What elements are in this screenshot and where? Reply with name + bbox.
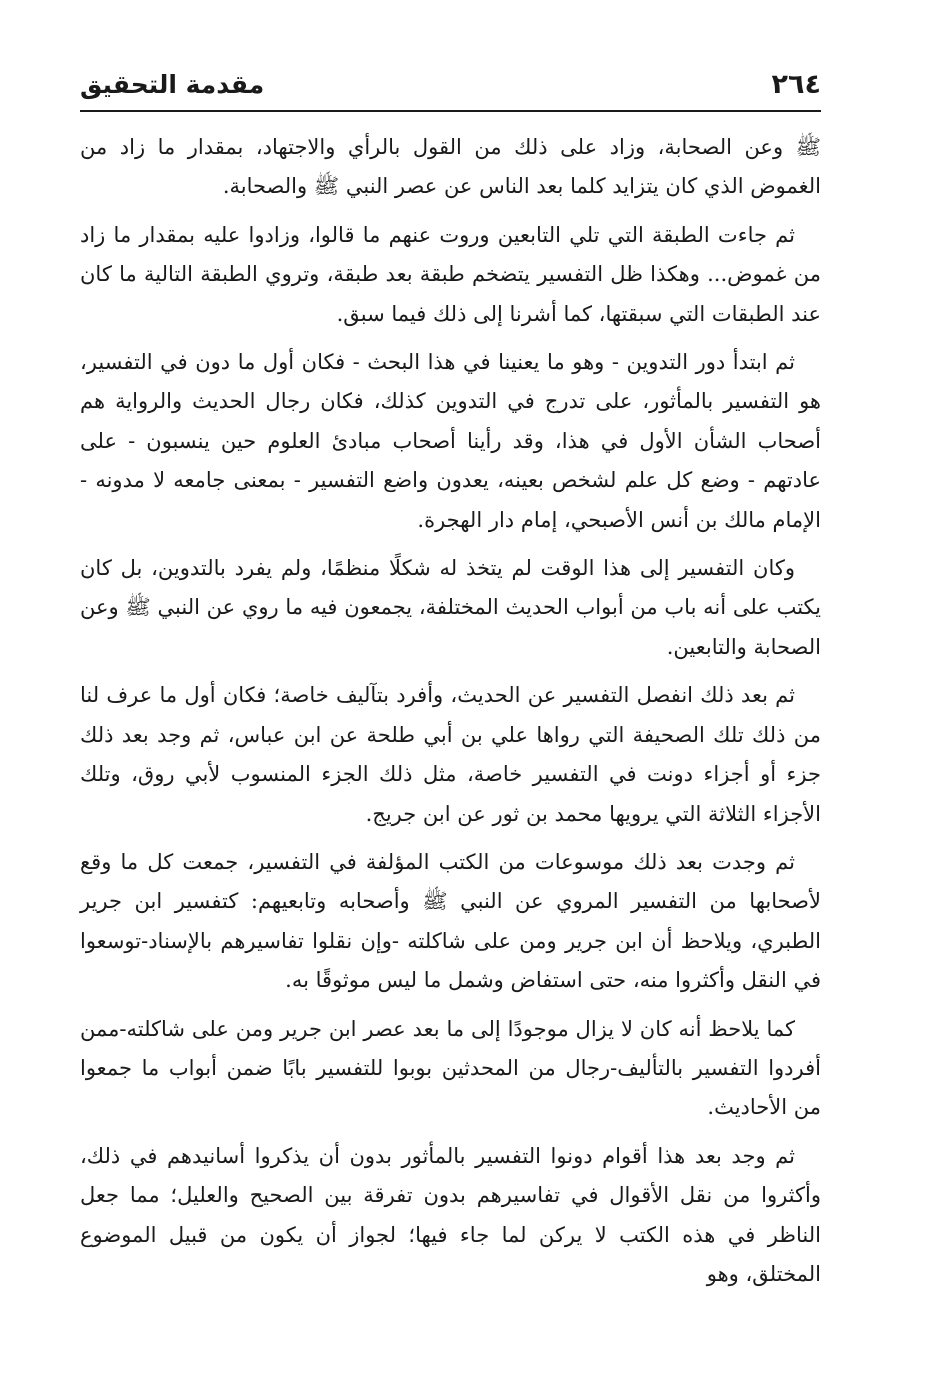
page-header [80,68,821,108]
paragraph-6: ثم وجدت بعد ذلك موسوعات من الكتب المؤلفة في التفسير، جمعت كل ما وقع لأصحابها من التفسير المروي عن النبي ﷺ وأصحابه وتابعيهم: كتفسير ابن جرير الطبري، ويلاحظ أن ابن جرير ومن على شاكلته -وإن نقلوا تفاسيرهم بالإسناد-توسعوا في النقل وأكثروا منه، حتى استفاض وشمل ما ليس موثوقًا به. [80,849,821,993]
paragraph-5: ثم بعد ذلك انفصل التفسير عن الحديث، وأفرد بتآليف خاصة؛ فكان أول ما عرف لنا من ذلك تلك الصحيفة التي رواها علي بن أبي طلحة عن ابن عباس، ثم وجد بعد ذلك جزء أو أجزاء دونت في التفسير خاصة، مثل ذلك الجزء المنسوب لأبي روق، وتلك الأجزاء الثلاثة التي يرويها محمد بن ثور عن ابن جريج. [80,683,821,826]
header-divider [80,110,821,112]
paragraph-7: كما يلاحظ أنه كان لا يزال موجودًا إلى ما بعد عصر ابن جرير ومن على شاكلته-ممن أفردوا التفسير بالتأليف-رجال من المحدثين بوبوا للتفسير بابًا ضمن أبواب ما جمعوا من الأحاديث. [80,1016,821,1120]
paragraph-2: ثم جاءت الطبقة التي تلي التابعين وروت عنهم ما قالوا، وزادوا عليه بمقدار ما زاد من غموض... وهكذا ظل التفسير يتضخم طبقة بعد طبقة، وتروي الطبقة التالية ما كان عند الطبقات التي سبقتها، كما أشرنا إلى ذلك فيما سبق. [80,222,822,326]
paragraph-4: وكان التفسير إلى هذا الوقت لم يتخذ له شكلًا منظمًا، ولم يفرد بالتدوين، بل كان يكتب على أنه باب من أبواب الحديث المختلفة، يجمعون فيه ما روي عن النبي ﷺ وعن الصحابة والتابعين. [80,556,821,659]
paragraph-8: ثم وجد بعد هذا أقوام دونوا التفسير بالمأثور بدون أن يذكروا أسانيدهم في ذلك، وأكثروا من نقل الأقوال في تفاسيرهم بدون تفرقة بين الصحيح والعليل؛ مما جعل الناظر في هذه الكتب لا يركن لما جاء فيها؛ لجواز أن يكون من قبيل الموضوع المختلق، وهو [80,1143,821,1286]
running-title: مقدمة التحقيق [80,70,265,99]
paragraph-1: ﷺ وعن الصحابة، وزاد على ذلك من القول بالرأي والاجتهاد، بمقدار ما زاد من الغموض الذي كان يتزايد كلما بعد الناس عن عصر النبي ﷺ والصحابة. [80,135,821,199]
paragraph-3: ثم ابتدأ دور التدوين - وهو ما يعنينا في هذا البحث - فكان أول ما دون في التفسير، هو التفسير بالمأثور، على تدرج في التدوين كذلك، فكان رجال الحديث والرواية هم أصحاب الشأن الأول في هذا، وقد رأينا أصحاب مبادئ العلوم حين ينسبون - على عادتهم - وضع كل علم لشخص بعينه، يعدون واضع التفسير - بمعنى جامعه لا مدونه - الإمام مالك بن أنس الأصبحي، إمام دار الهجرة. [80,350,821,532]
body-text [80,128,821,1303]
page-number: ٢٦٤ [771,69,821,100]
